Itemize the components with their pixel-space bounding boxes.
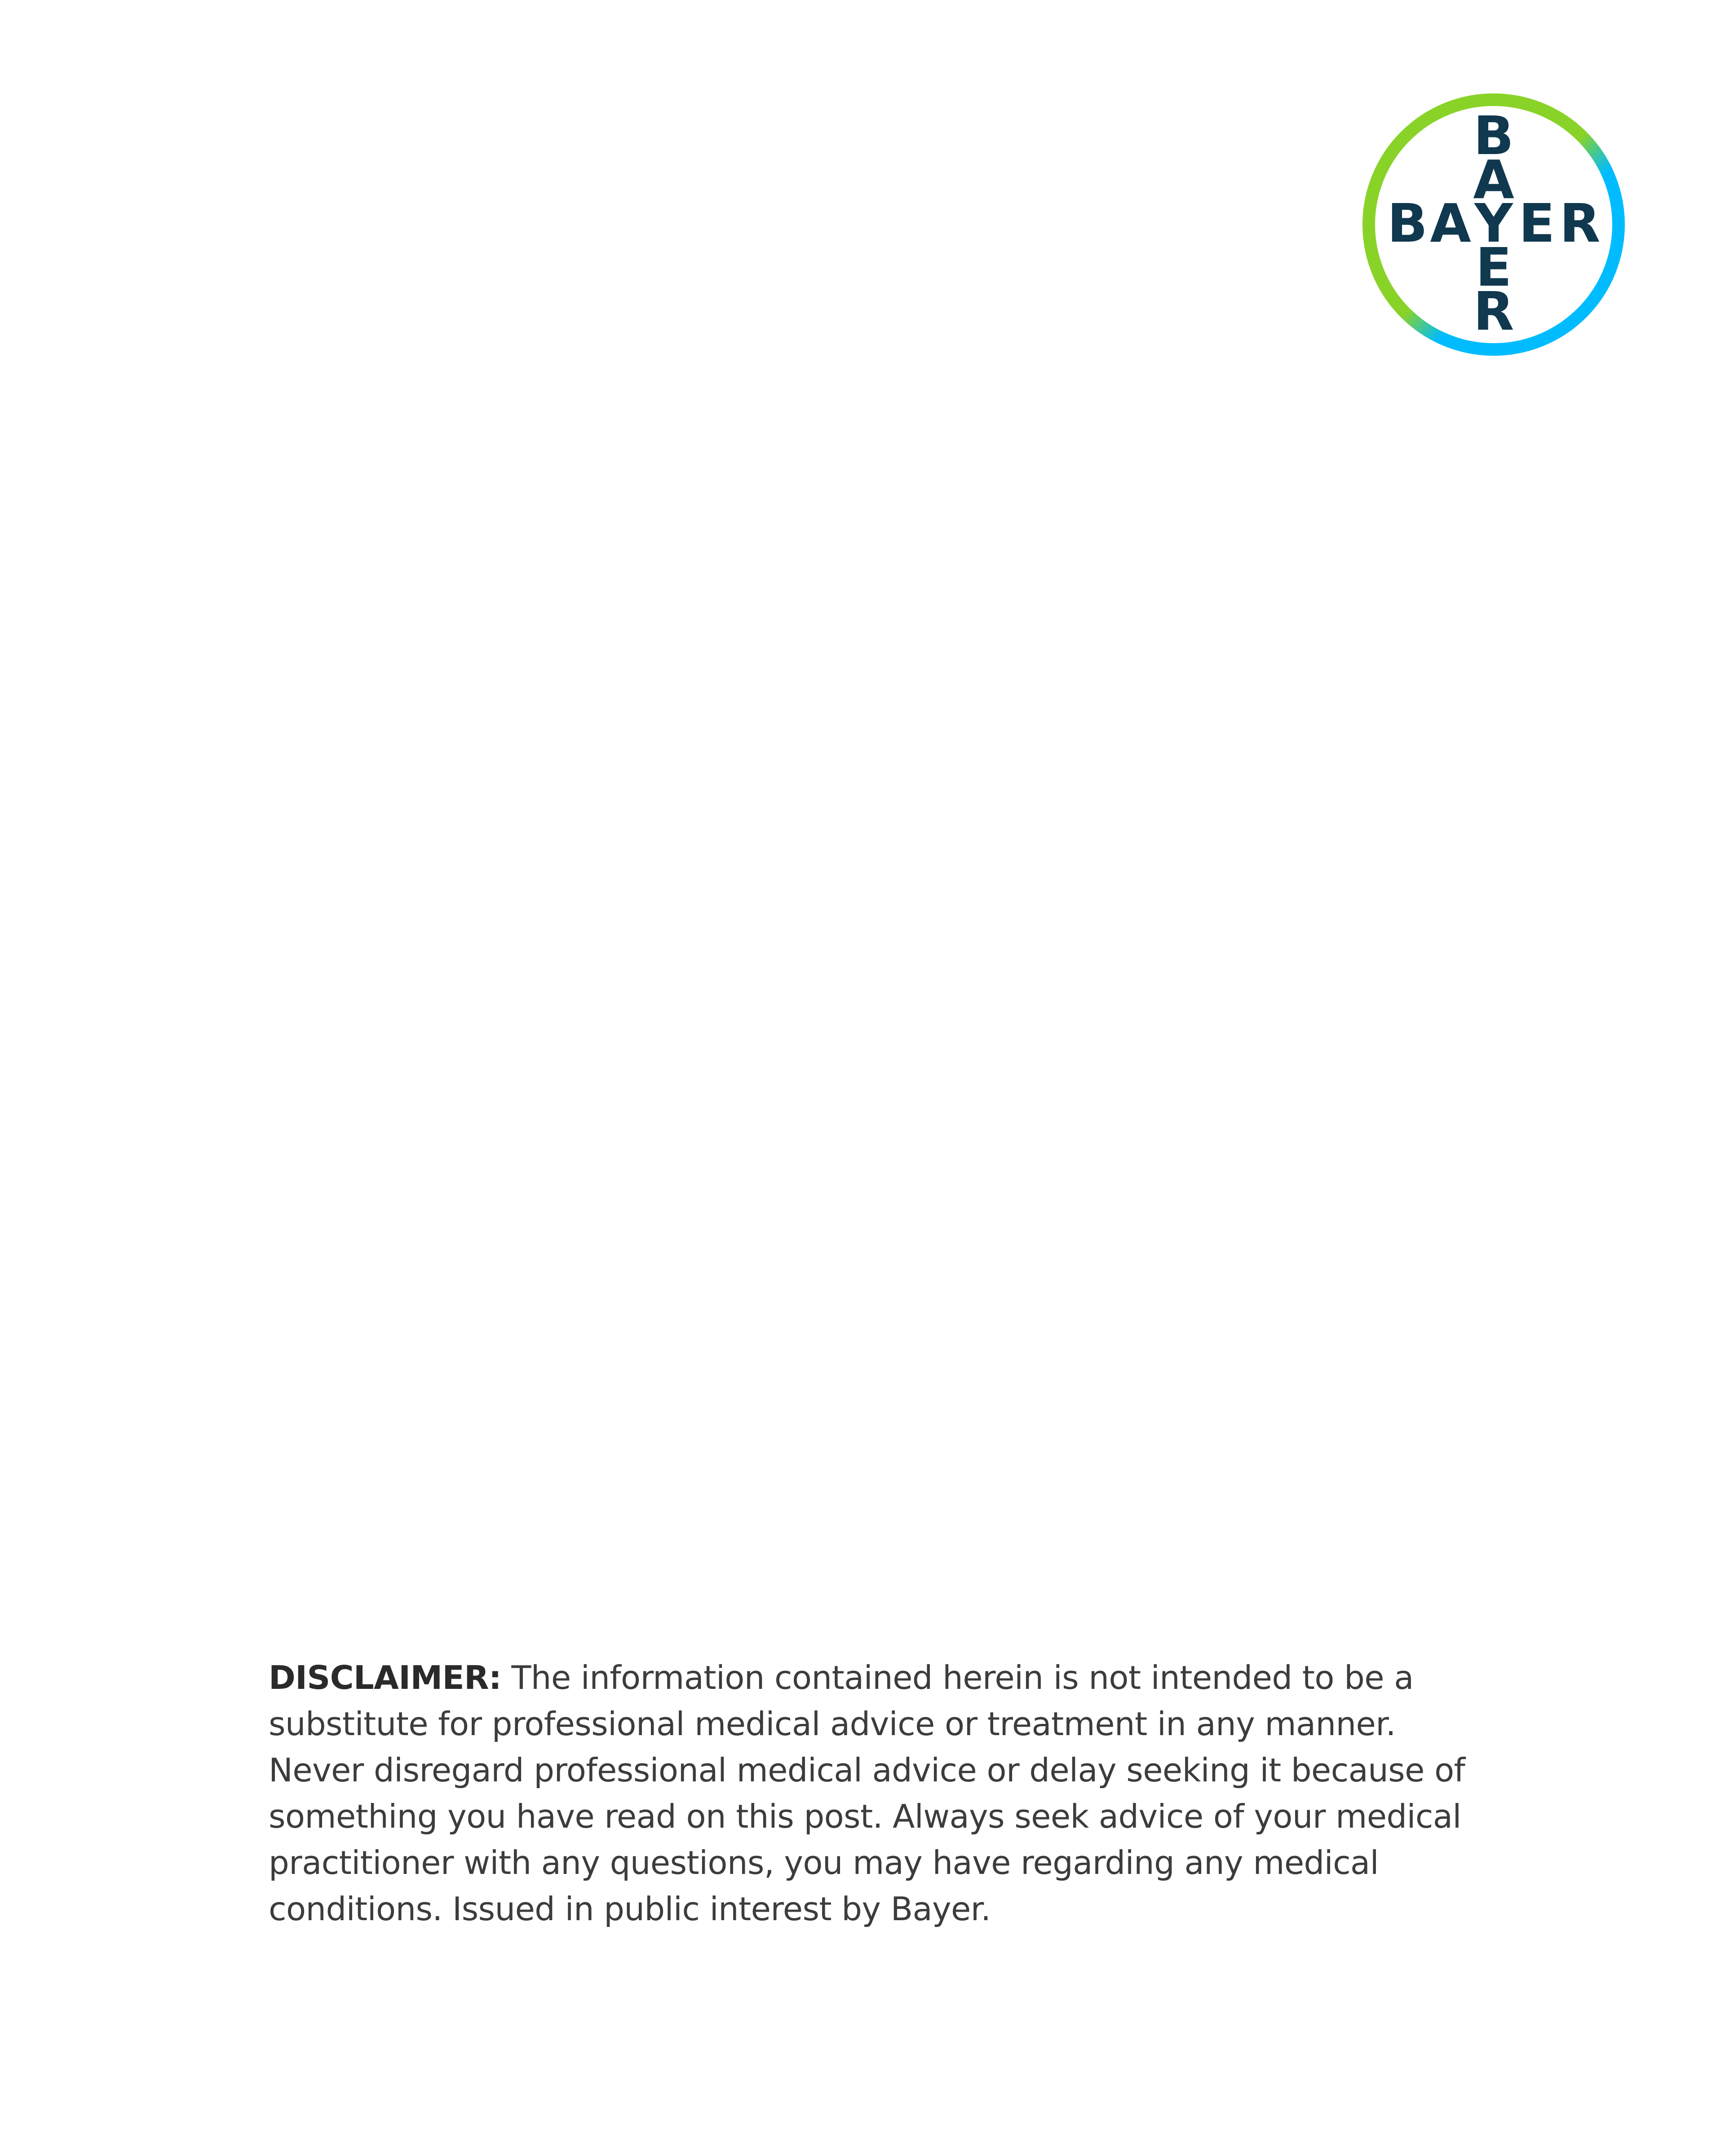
logo-vertical-letter-e: E <box>1475 236 1512 298</box>
logo-horizontal-letter-r: R <box>1559 192 1601 254</box>
disclaimer-body: The information contained herein is not intended to be a substitute for professional medical advice or treatment in any manner. Never disregard professional medical advice or delay seeking it because of something you have read on this post. Always seek advice of your medical practitioner with any questions, you may have regarding any medical conditions. Issued in public interest by Bayer. <box>269 1659 1465 1928</box>
logo-vertical-letter-a: A <box>1473 149 1514 211</box>
bayer-cross-logo <box>1359 90 1628 359</box>
logo-horizontal-letter-a: A <box>1430 192 1471 254</box>
logo-center-letter-y: Y <box>1474 192 1513 254</box>
logo-vertical-letter-b: B <box>1473 105 1514 167</box>
disclaimer-text <box>269 1655 1491 1932</box>
logo-vertical-letter-r: R <box>1473 280 1514 342</box>
logo-horizontal-letter-b: B <box>1387 192 1428 254</box>
disclaimer-label: DISCLAIMER: <box>269 1659 502 1697</box>
bayer-logo-graphic <box>1359 90 1628 359</box>
logo-horizontal-letter-e: E <box>1518 192 1555 254</box>
